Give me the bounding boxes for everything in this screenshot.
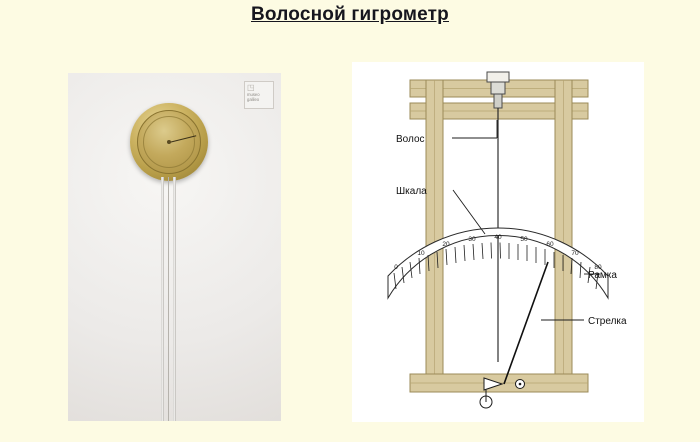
scale-tick-30: 30 [468, 236, 476, 243]
watermark-line2: galileo [247, 97, 260, 103]
glass-rod-right [173, 177, 176, 421]
glass-rod-left [161, 177, 164, 421]
watermark-glyph: ◳ [247, 83, 255, 92]
scale-tick-20: 20 [442, 241, 450, 248]
page-title: Волосной гигрометр [251, 4, 449, 25]
scale-tick-40: 40 [494, 234, 502, 241]
label-pointer: Стрелка [588, 316, 627, 327]
label-frame: Рамка [588, 270, 617, 281]
scale-tick-60: 60 [546, 241, 554, 248]
label-scale: Шкала [396, 186, 427, 197]
scale-tick-0: 0 [394, 264, 398, 271]
photo-watermark [244, 81, 274, 109]
photo-hygrometer [68, 73, 281, 421]
watermark-line1: museo [247, 92, 260, 97]
label-hair: Волос [396, 134, 425, 145]
glass-stem [160, 177, 178, 421]
diagram-hygrometer [352, 62, 644, 422]
dial-hub [167, 140, 171, 144]
dial-face [137, 110, 201, 174]
dial-head [130, 103, 208, 181]
scale-tick-10: 10 [417, 250, 425, 257]
scale-tick-50: 50 [520, 236, 528, 243]
scale-tick-70: 70 [571, 250, 579, 257]
scale-tick-80: 80 [594, 264, 602, 271]
hair-strand [168, 177, 169, 421]
